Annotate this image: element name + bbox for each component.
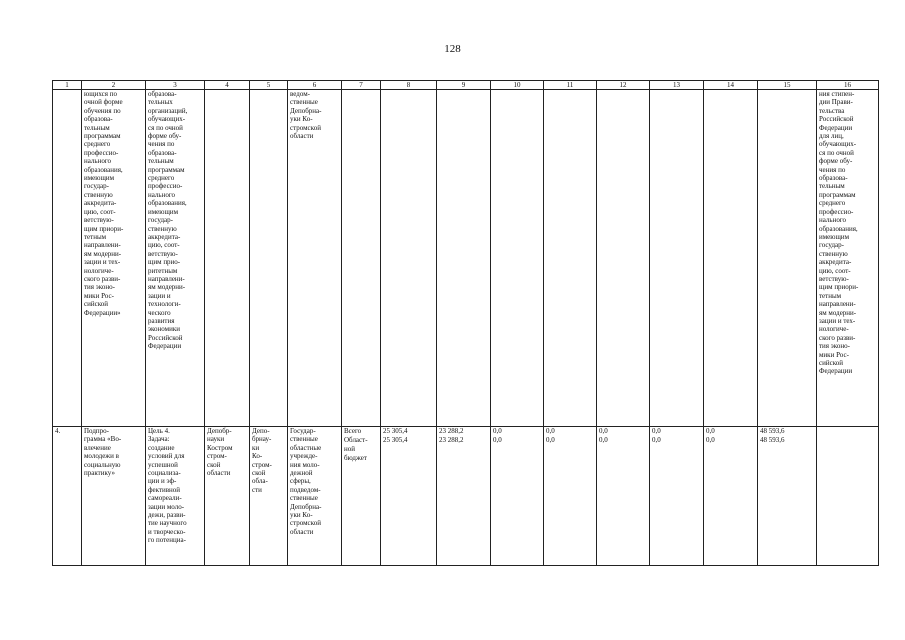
cell-coexecutor [250,90,288,427]
cell-value [650,427,704,566]
column-header: 3 [146,81,205,90]
cell-value [491,427,544,566]
column-header: 4 [205,81,250,90]
cell-value [437,90,491,427]
column-header: 5 [250,81,288,90]
cell-value [381,90,437,427]
value-total: 0,0 [706,427,715,435]
column-header: 1 [53,81,82,90]
value-total: 23 288,2 [439,427,464,435]
cell-total [758,427,817,566]
data-table [52,80,879,566]
value-budget: 0,0 [493,436,502,444]
value-total: 0,0 [493,427,502,435]
column-header: 13 [650,81,704,90]
cell-responsible [205,90,250,427]
cell-value [704,90,758,427]
cell-value [597,427,650,566]
table-row-continued [53,90,879,427]
value-total: 0,0 [546,427,555,435]
value-total: 0,0 [652,427,661,435]
cell-result [817,427,879,566]
column-header: 7 [342,81,381,90]
cell-goal: Цель 4. Задача: создание условий для успешной социализа- ции и эф- фективной самореали- зации моло- дежи, разви- тие научного и творческо- го потенциа- [146,427,205,566]
cell-value [437,427,491,566]
cell-name: Подпро- грамма «Во- влечение молодежи в социальную практику» [82,427,146,566]
value-budget: 0,0 [652,436,661,444]
cell-value [491,90,544,427]
cell-total [758,90,817,427]
cell-value [597,90,650,427]
value-budget: 0,0 [546,436,555,444]
cell-number: 4. [53,427,82,566]
table-header-row [53,81,879,90]
value-budget: 0,0 [706,436,715,444]
cell-value [381,427,437,566]
cell-value [544,427,597,566]
cell-participants: Государ- ственные областные учрежде- ния моло- дежной сферы, подведом- ственные Депобрна- уки Ко- стромской области [288,427,342,566]
cell-goal: образова- тельных организаций, обучающих- ся по очной форме обу- чения по образова- тельным программам среднего профессио- нального образования, имеющим государ- ственную аккредита- цию, соот- ветствую- щим прио- ритетным направлени- ям модерни- зации и технологи- ческого развития экономики Российской Федерации [146,90,205,427]
value-budget: 23 288,2 [439,436,464,444]
column-header: 15 [758,81,817,90]
value-budget: 25 305,4 [383,436,408,444]
column-header: 12 [597,81,650,90]
value-total: 25 305,4 [383,427,408,435]
source-total: Всего [344,427,362,435]
column-header: 8 [381,81,437,90]
cell-source [342,90,381,427]
cell-value [704,427,758,566]
value-budget: 48 593,6 [760,436,785,444]
column-header: 2 [82,81,146,90]
value-budget: 0,0 [599,436,608,444]
value-total: 0,0 [599,427,608,435]
page-number: 128 [444,43,461,55]
column-header: 10 [491,81,544,90]
column-header: 11 [544,81,597,90]
cell-source [342,427,381,566]
column-header: 6 [288,81,342,90]
cell-value [544,90,597,427]
cell-number [53,90,82,427]
cell-result: ния стипен- дии Прави- тельства Российской Федерации для лиц, обучающих- ся по очной форме обу- чения по образова- тельным программам среднего профессио- нального образования, имеющим государ- ственную аккредита- цию, соот- ветствую- щим приори- тетным направлени- ям модерни- зации и тех- нологиче- ского разви- тия эконо- мики Рос- сийской Федерации [817,90,879,427]
cell-value [650,90,704,427]
cell-name: ющихся по очной форме обучения по образова- тельным программам среднего профессио- нального образования, имеющим государ- ственную аккредита- цию, соот- ветствую- щим приори- тетным направлени- ям модерни- зации и тех- нологиче- ского разви- тия эконо- мики Рос- сийской Федерации» [82,90,146,427]
source-regional-budget: Област- ной бюджет [344,436,368,462]
column-header: 14 [704,81,758,90]
cell-coexecutor: Депо- брнау- ки Ко- стром- ской обла- сти [250,427,288,566]
cell-participants: ведом- ственные Депобрна- уки Ко- стромской области [288,90,342,427]
table-row-4 [53,427,879,566]
cell-responsible: Депобр- науки Костром стром- ской области [205,427,250,566]
column-header: 16 [817,81,879,90]
column-header: 9 [437,81,491,90]
value-total: 48 593,6 [760,427,785,435]
